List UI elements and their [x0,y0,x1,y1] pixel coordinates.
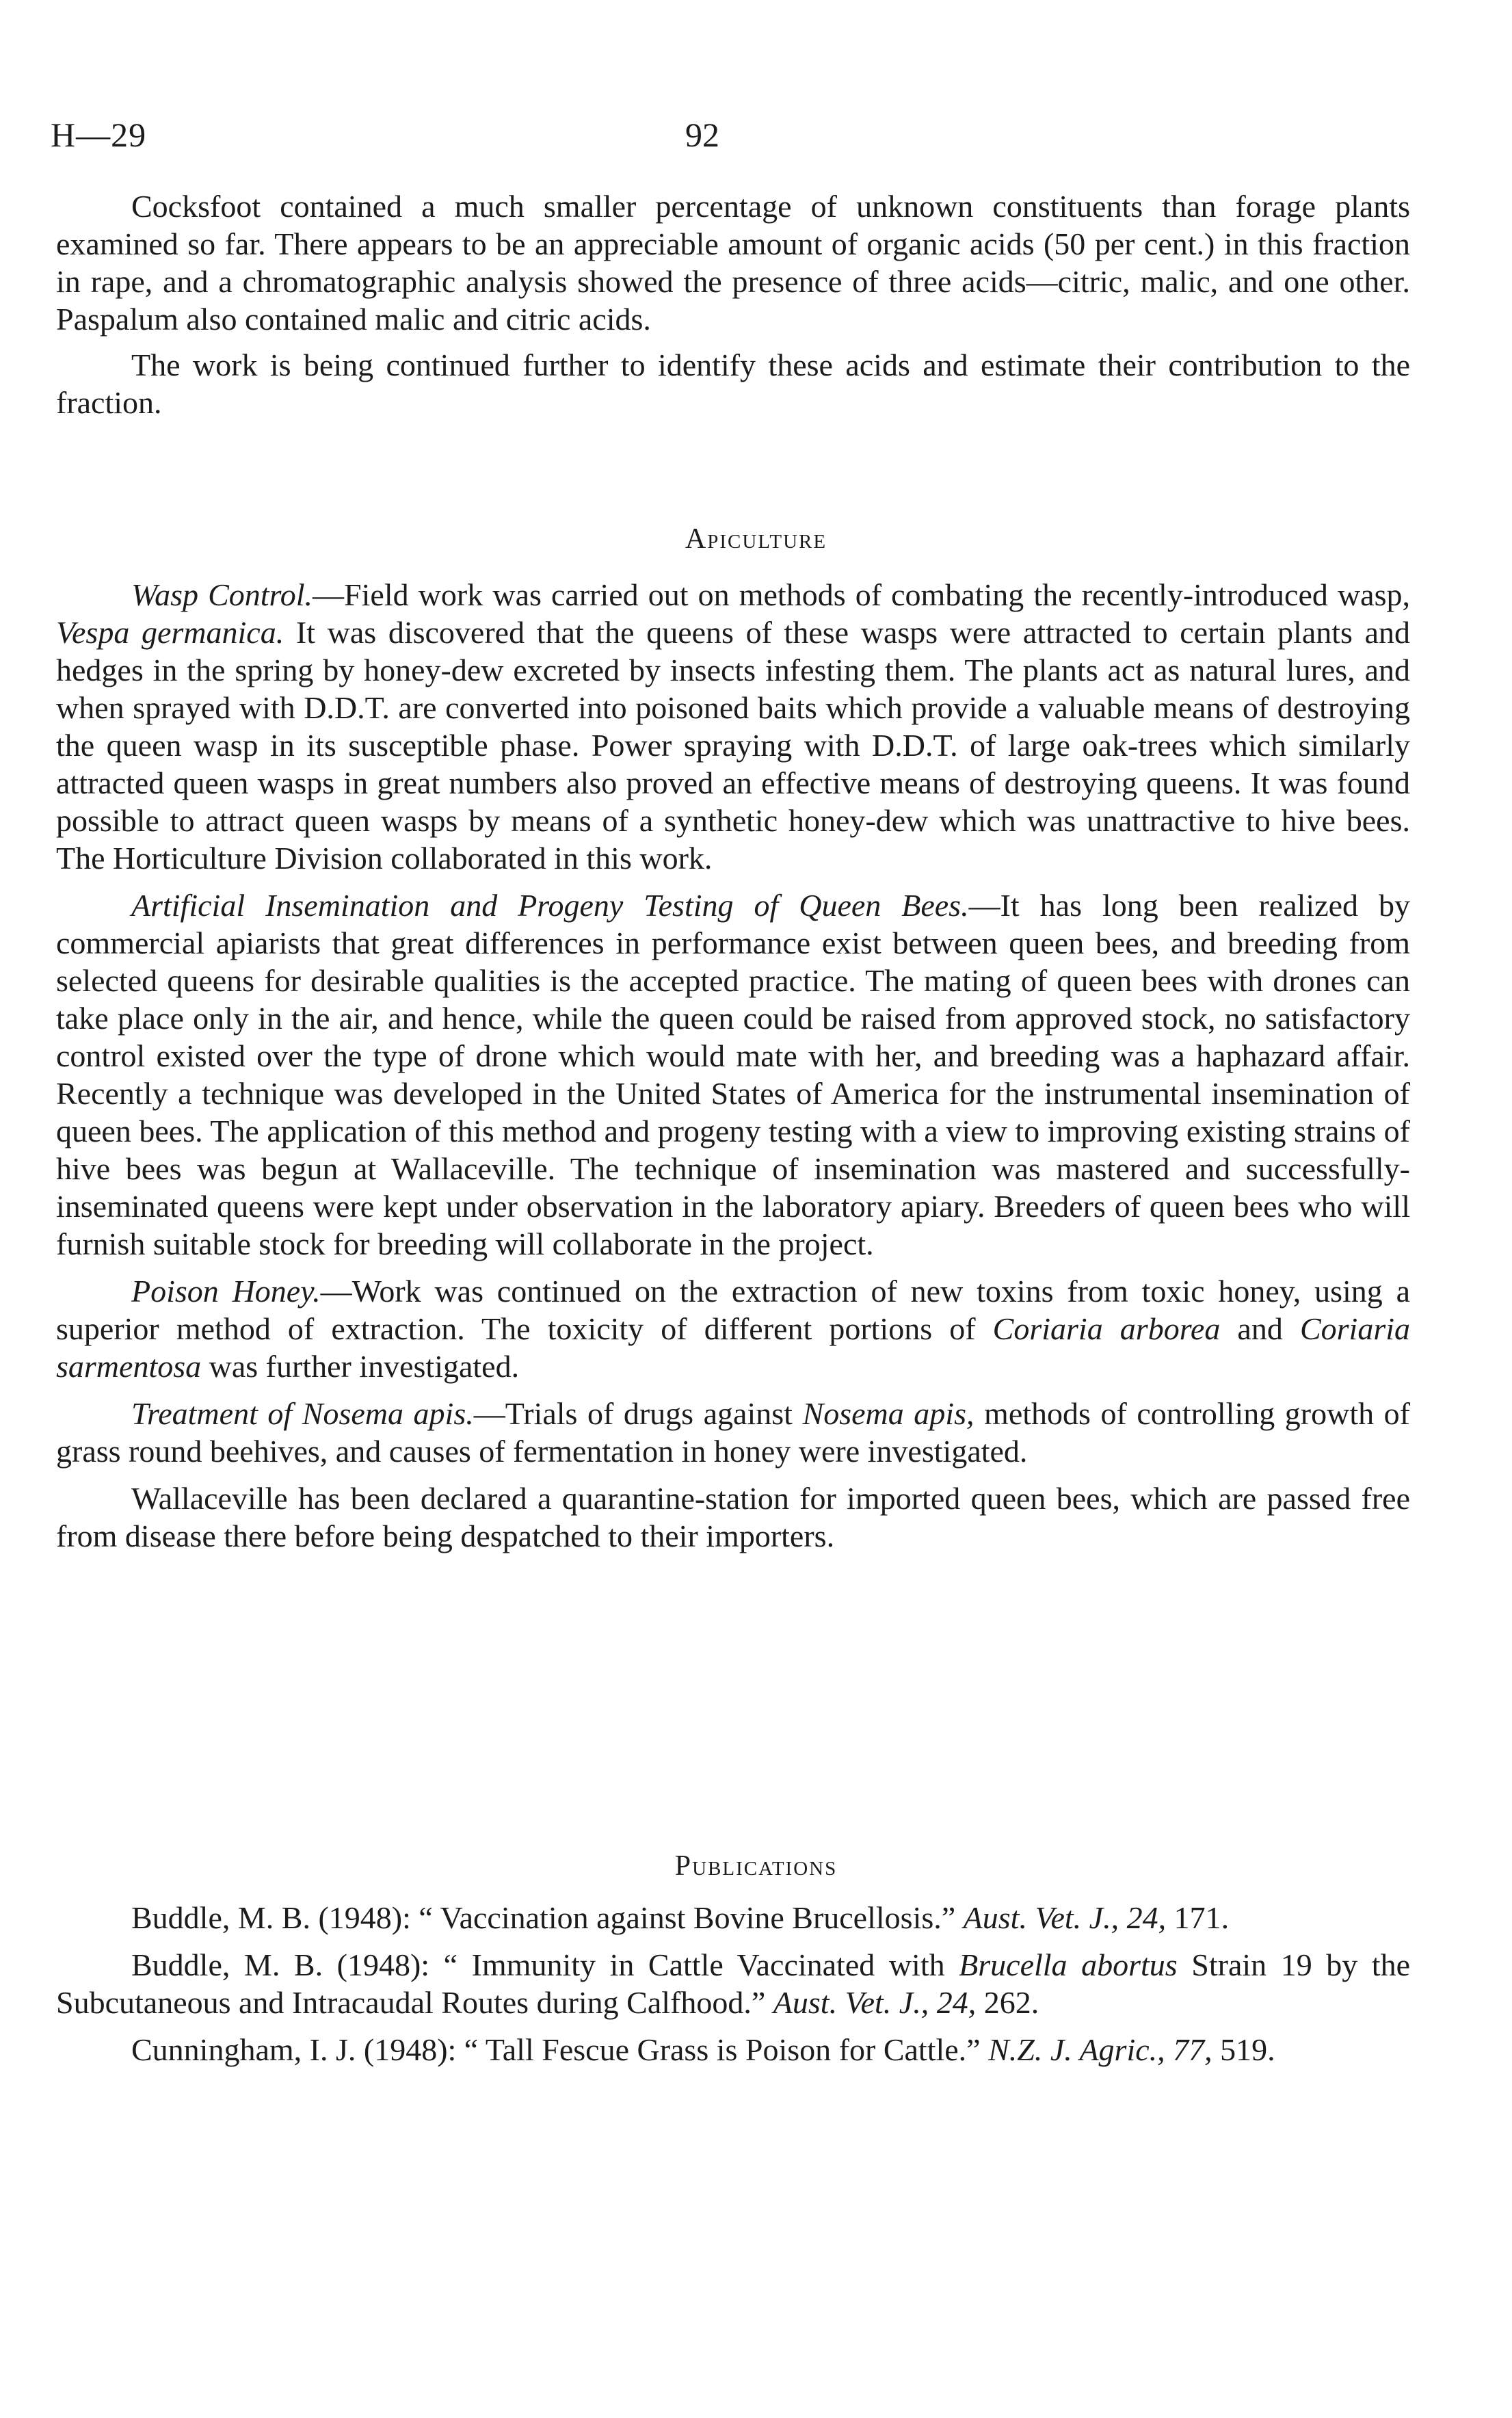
page-number: 92 [685,116,719,154]
publication-item: Cunningham, I. J. (1948): “ Tall Fescue Grass is Poison for Cattle.” N.Z. J. Agric., 77, 519. [131,2032,1275,2067]
poison-honey-title: Poison Honey. [131,1274,321,1309]
paragraph-nosema: Treatment of Nosema apis.—Trials of drugs against Nosema apis, methods of controlling growth of grass round beehives, and causes of fermentation in honey were investigated. [56,1396,1410,1469]
heading-publications: Publications [674,1850,838,1882]
document-id: H—29 [51,116,147,154]
nosema-title: Treatment of Nosema apis. [131,1396,474,1431]
insemination-title: Artificial Insemination and Progeny Testing of Queen Bees. [131,888,969,923]
paragraph-quarantine: Wallaceville has been declared a quarantine-station for imported queen bees, which are passed free from disease there before being despatched to their importers. [56,1481,1410,1553]
paragraph-insemination: Artificial Insemination and Progeny Testing of Queen Bees.—It has long been realized by commercial apiarists that great differences in performance exist between queen bees, and breeding from selected queens for desirable qualities is the accepted practice. The mating of queen bees with drones can take place only in the air, and hence, while the queen could be raised from approved stock, no satisfactory control existed over the type of drone which would mate with her, and breeding was a haphazard affair. Recently a technique was developed in the United States of America for the instrumental insemination of queen bees. The application of this method and progeny testing with a view to improving existing strains of hive bees was begun at Wallaceville. The technique of insemination was mastered and successfully-inseminated queens were kept under observation in the laboratory apiary. Breeders of queen bees who will furnish suitable stock for breeding will collaborate in the project. [56,888,1410,1261]
paragraph-cocksfoot: Cocksfoot contained a much smaller percentage of unknown constituents than forage plants examined so far. There appears to be an appreciable amount of organic acids (50 per cent.) in this fraction in rape, and a chromatographic analysis showed the presence of three acids—citric, malic, and one other. Paspalum also contained malic and citric acids. [56,189,1410,337]
paragraph-wasp-control: Wasp Control.—Field work was carried out on methods of combating the recently-introduced wasp, Vespa germanica. It was discovered that the queens of these wasps were attracted to certain plants and hedges in the spring by honey-dew excreted by insects infesting them. The plants act as natural lures, and when sprayed with D.D.T. are converted into poisoned baits which provide a valuable means of destroying the queen wasp in its susceptible phase. Power spraying with D.D.T. of large oak-trees which similarly attracted queen wasps in great numbers also proved an effective means of destroying queens. It was found possible to attract queen wasps by means of a synthetic honey-dew which was unattractive to hive bees. The Horticulture Division collaborated in this work. [56,577,1411,876]
paragraph-continued-work: The work is being continued further to identify these acids and estimate their contribution to the fraction. [56,347,1410,420]
publication-item: Buddle, M. B. (1948): “ Immunity in Cattle Vaccinated with Brucella abortus Strain 19 by the Subcutaneous and Intracaudal Routes during Calfhood.” Aust. Vet. J., 24, 262. [56,1947,1411,2020]
wasp-control-title: Wasp Control. [131,577,313,612]
heading-apiculture: Apiculture [685,523,827,555]
paragraph-poison-honey: Poison Honey.—Work was continued on the extraction of new toxins from toxic honey, using a superior method of extraction. The toxicity of different portions of Coriaria arborea and Coriaria sarmentosa was further investigated. [56,1274,1411,1384]
apiculture-section [56,576,1410,1555]
vespa-species: Vespa germanica. [56,615,284,650]
publication-item: Buddle, M. B. (1948): “ Vaccination against Bovine Brucellosis.” Aust. Vet. J., 24, 171. [131,1900,1230,1935]
publications-list [56,1899,1410,2068]
intro-section [56,187,1410,421]
